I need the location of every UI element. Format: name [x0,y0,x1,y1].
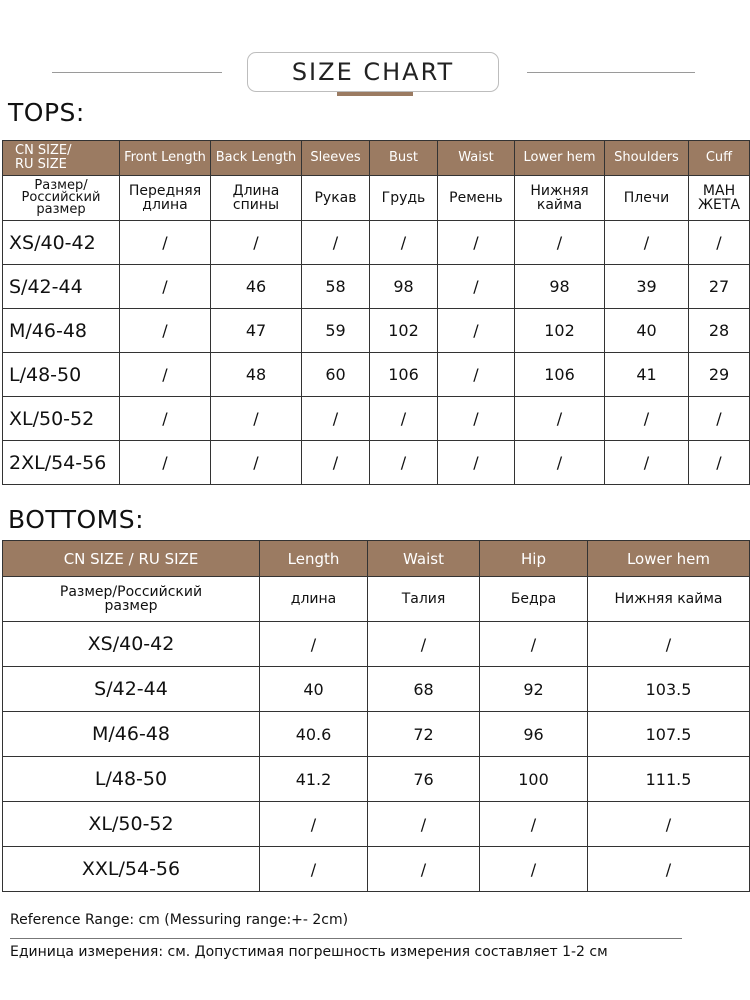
bottoms-russian-label-cell: Размер/Российский размер [3,577,260,622]
tops-measurement-cell: / [302,221,370,265]
tops-measurement-cell: / [438,353,515,397]
tops-header-cuff: Cuff [689,141,750,176]
tops-measurement-cell: / [120,353,211,397]
tops-measurement-cell: / [438,397,515,441]
tops-russian-label-row [3,176,750,221]
bottoms-measurement-cell: 40 [260,667,368,712]
tops-measurement-cell: / [605,221,689,265]
title-divider-left [52,72,222,73]
tops-measurement-cell: 40 [605,309,689,353]
bottoms-table-row [3,802,750,847]
tops-measurement-cell: 41 [605,353,689,397]
tops-measurement-cell: / [515,441,605,485]
tops-measurement-cell: 27 [689,265,750,309]
tops-header-sleeves: Sleeves [302,141,370,176]
tops-heading: TOPS: [8,98,85,127]
bottoms-size-cell: XS/40-42 [3,622,260,667]
bottoms-measurement-cell: 68 [368,667,480,712]
tops-russian-label-cell: Нижняя кайма [515,176,605,221]
bottoms-table-row [3,712,750,757]
tops-table-row [3,221,750,265]
tops-russian-label-cell: Рукав [302,176,370,221]
bottoms-table-row [3,622,750,667]
tops-measurement-cell: 106 [370,353,438,397]
title-divider-right [527,72,695,73]
tops-measurement-cell: / [515,397,605,441]
bottoms-header-waist: Waist [368,541,480,577]
size-chart-title: SIZE CHART [247,52,499,92]
tops-size-table [2,140,750,485]
tops-measurement-cell: 102 [515,309,605,353]
bottoms-table-row [3,667,750,712]
tops-measurement-cell: 60 [302,353,370,397]
bottoms-measurement-cell: 92 [480,667,588,712]
bottoms-russian-label-row [3,577,750,622]
tops-table-row [3,353,750,397]
bottoms-header-row [3,541,750,577]
tops-measurement-cell: / [302,397,370,441]
tops-measurement-cell: / [689,441,750,485]
bottoms-measurement-cell: / [588,802,750,847]
bottoms-size-cell: M/46-48 [3,712,260,757]
tops-measurement-cell: / [438,265,515,309]
tops-measurement-cell: 98 [370,265,438,309]
tops-header-cn-size [3,141,120,176]
tops-header-waist: Waist [438,141,515,176]
tops-table-row [3,309,750,353]
bottoms-measurement-cell: 100 [480,757,588,802]
tops-measurement-cell: / [438,221,515,265]
tops-russian-label-cell: Размер/ Российский размер [3,176,120,221]
bottoms-measurement-cell: / [368,847,480,892]
tops-size-cell: S/42-44 [3,265,120,309]
tops-header-lower-hem: Lower hem [515,141,605,176]
tops-header-back-length: Back Length [211,141,302,176]
bottoms-measurement-cell: / [588,847,750,892]
tops-russian-label-cell: Грудь [370,176,438,221]
bottoms-russian-label-cell: длина [260,577,368,622]
tops-size-cell: XL/50-52 [3,397,120,441]
tops-measurement-cell: / [370,221,438,265]
header-line-1: CN SIZE/ RU SIZE [15,143,72,172]
bottoms-measurement-cell: / [480,622,588,667]
tops-measurement-cell: 39 [605,265,689,309]
tops-measurement-cell: / [689,397,750,441]
bottoms-russian-label-cell: Бедра [480,577,588,622]
bottoms-header-length: Length [260,541,368,577]
tops-measurement-cell: 106 [515,353,605,397]
bottoms-header-cn-size: CN SIZE / RU SIZE [3,541,260,577]
tops-header-row [3,141,750,176]
notes-divider [10,938,682,939]
bottoms-size-table [2,540,750,892]
tops-measurement-cell: / [120,441,211,485]
tops-measurement-cell: / [370,397,438,441]
bottoms-measurement-cell: / [480,802,588,847]
title-accent-bar [337,92,413,96]
tops-russian-label-cell: Длина спины [211,176,302,221]
bottoms-measurement-cell: 40.6 [260,712,368,757]
tops-measurement-cell: / [120,265,211,309]
bottoms-size-cell: L/48-50 [3,757,260,802]
tops-measurement-cell: / [120,309,211,353]
tops-measurement-cell: / [211,441,302,485]
bottoms-measurement-cell: / [368,802,480,847]
tops-measurement-cell: 47 [211,309,302,353]
bottoms-table-row [3,847,750,892]
tops-measurement-cell: / [605,397,689,441]
tops-measurement-cell: / [120,397,211,441]
bottoms-header-lower-hem: Lower hem [588,541,750,577]
tops-measurement-cell: / [438,309,515,353]
tops-russian-label-cell: Плечи [605,176,689,221]
tops-measurement-cell: / [211,397,302,441]
bottoms-measurement-cell: / [260,847,368,892]
tops-russian-label-cell: Ремень [438,176,515,221]
tops-measurement-cell: 29 [689,353,750,397]
tops-size-cell: XS/40-42 [3,221,120,265]
bottoms-heading: BOTTOMS: [8,505,145,534]
bottoms-size-cell: XXL/54-56 [3,847,260,892]
tops-header-front-length: Front Length [120,141,211,176]
bottoms-measurement-cell: 41.2 [260,757,368,802]
tops-measurement-cell: 28 [689,309,750,353]
tops-measurement-cell: / [689,221,750,265]
bottoms-measurement-cell: / [368,622,480,667]
tops-measurement-cell: 46 [211,265,302,309]
bottoms-measurement-cell: 107.5 [588,712,750,757]
tops-russian-label-cell: Передняя длина [120,176,211,221]
bottoms-size-cell: S/42-44 [3,667,260,712]
tops-size-cell: 2XL/54-56 [3,441,120,485]
tops-size-cell: L/48-50 [3,353,120,397]
tops-header-shoulders: Shoulders [605,141,689,176]
bottoms-table-row [3,757,750,802]
reference-range-note: Reference Range: cm (Messuring range:+- 2cm) [10,912,349,928]
tops-table-row [3,397,750,441]
size-chart-title-row [0,48,750,98]
bottoms-measurement-cell: 111.5 [588,757,750,802]
bottoms-measurement-cell: / [260,622,368,667]
tops-measurement-cell: / [515,221,605,265]
bottoms-measurement-cell: 76 [368,757,480,802]
tops-size-cell: M/46-48 [3,309,120,353]
bottoms-measurement-cell: 72 [368,712,480,757]
bottoms-size-cell: XL/50-52 [3,802,260,847]
tops-header-bust: Bust [370,141,438,176]
tops-measurement-cell: / [438,441,515,485]
bottoms-measurement-cell: / [260,802,368,847]
tops-measurement-cell: / [302,441,370,485]
bottoms-russian-label-cell: Талия [368,577,480,622]
tops-measurement-cell: 48 [211,353,302,397]
bottoms-measurement-cell: 96 [480,712,588,757]
tops-measurement-cell: 59 [302,309,370,353]
tops-measurement-cell: / [605,441,689,485]
bottoms-russian-label-cell: Нижняя кайма [588,577,750,622]
tops-measurement-cell: 58 [302,265,370,309]
tops-measurement-cell: / [370,441,438,485]
tops-measurement-cell: / [120,221,211,265]
tops-russian-label-cell: МАН ЖЕТА [689,176,750,221]
bottoms-measurement-cell: / [588,622,750,667]
russian-measurement-note: Единица измерения: см. Допустимая погрешность измерения составляет 1-2 см [10,944,608,960]
tops-measurement-cell: 102 [370,309,438,353]
tops-table-row [3,441,750,485]
tops-measurement-cell: / [211,221,302,265]
tops-table-row [3,265,750,309]
bottoms-measurement-cell: 103.5 [588,667,750,712]
bottoms-header-hip: Hip [480,541,588,577]
bottoms-measurement-cell: / [480,847,588,892]
tops-measurement-cell: 98 [515,265,605,309]
